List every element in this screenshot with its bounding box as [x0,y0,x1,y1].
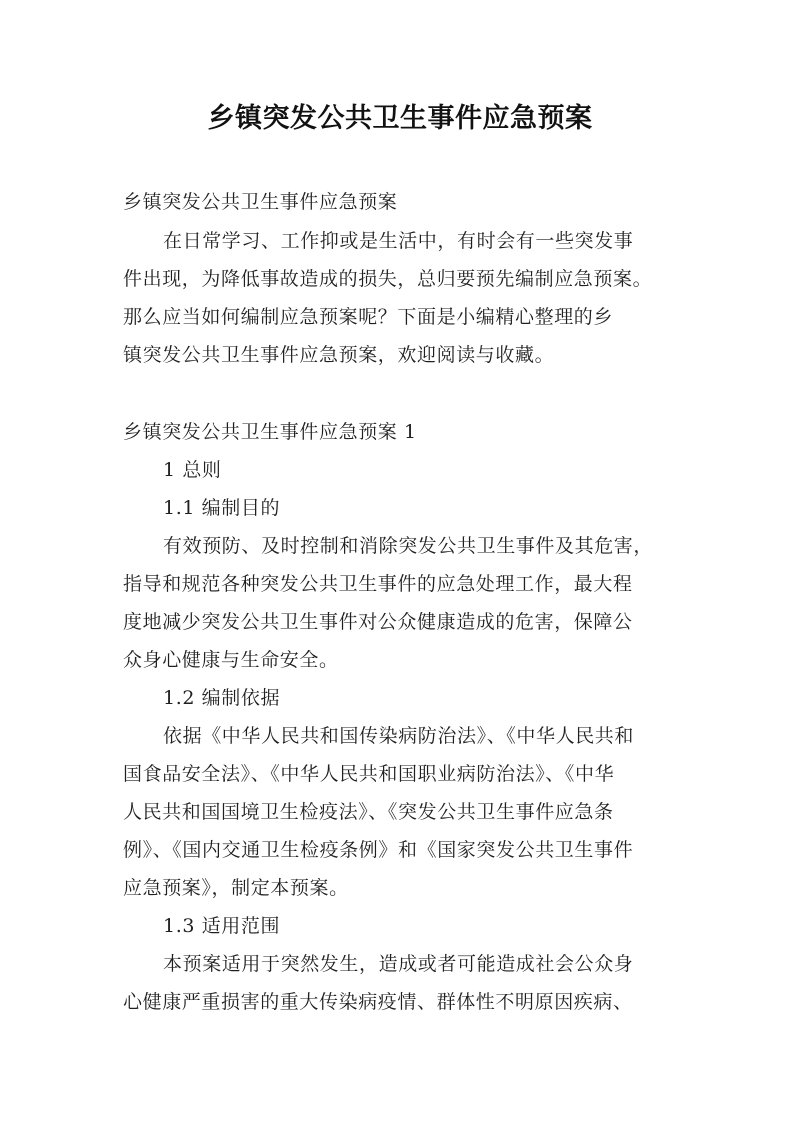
paragraph-line: 指导和规范各种突发公共卫生事件的应急处理工作，最大程 [123,573,633,595]
paragraph-line: 有效预防、及时控制和消除突发公共卫生事件及其危害， [163,535,654,557]
paragraph-line: 本预案适用于突然发生，造成或者可能造成社会公众身 [163,953,634,975]
paragraph-line: 心健康严重损害的重大传染病疫情、群体性不明原因疾病、 [123,991,633,1013]
paragraph-line: 众身心健康与生命安全。 [123,649,339,671]
paragraph-line: 依据《中华人民共和国传染病防治法》、《中华人民共和 [163,725,635,747]
intro-heading: 乡镇突发公共卫生事件应急预案 [123,191,398,213]
paragraph-line: 例》、《国内交通卫生检疫条例》和《国家突发公共卫生事件 [123,839,634,861]
subsection-heading: 1.3 适用范围 [163,915,281,937]
paragraph-line: 那么应当如何编制应急预案呢？下面是小编精心整理的乡 [123,306,614,328]
paragraph-line: 国食品安全法》、《中华人民共和国职业病防治法》、《中华 [123,763,615,785]
section-heading: 乡镇突发公共卫生事件应急预案 1 [123,421,417,443]
paragraph-line: 人民共和国国境卫生检疫法》、《突发公共卫生事件应急条 [123,801,614,823]
paragraph-line: 度地减少突发公共卫生事件对公众健康造成的危害，保障公 [123,611,633,633]
paragraph-line: 应急预案》，制定本预案。 [123,877,349,899]
document-title: 乡镇突发公共卫生事件应急预案 [207,103,593,134]
subsection-heading: 1.1 编制目的 [163,497,281,519]
chapter-heading: 1 总则 [163,459,222,481]
paragraph-line: 镇突发公共卫生事件应急预案，欢迎阅读与收藏。 [123,344,555,366]
paragraph-line: 在日常学习、工作抑或是生活中，有时会有一些突发事 [163,230,634,252]
paragraph-line: 件出现，为降低事故造成的损失，总归要预先编制应急预案。 [123,268,653,290]
subsection-heading: 1.2 编制依据 [163,687,281,709]
